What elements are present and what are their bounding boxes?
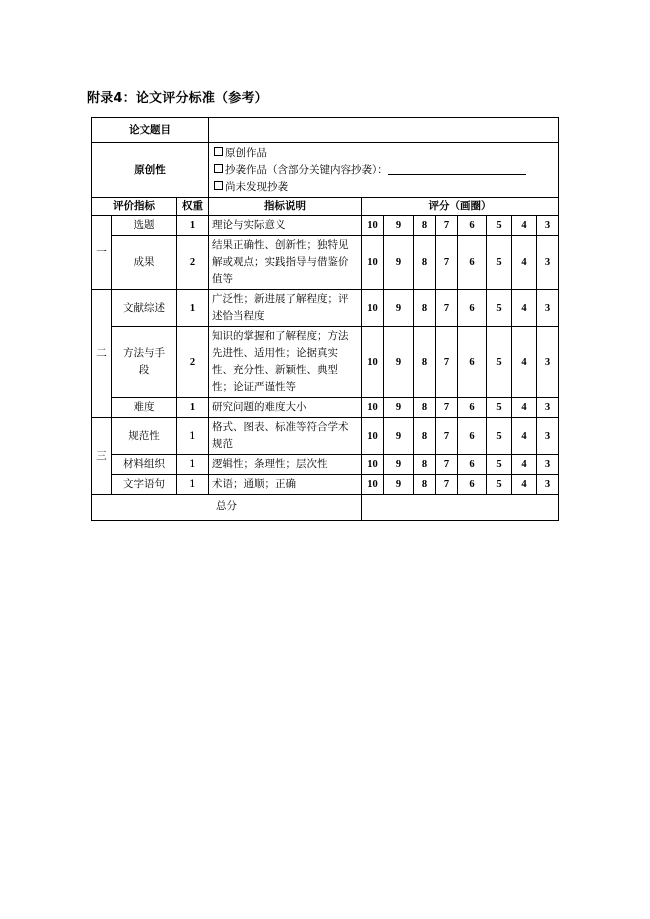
indicator-name: 文字语句	[112, 475, 177, 495]
plagiarism-detail-line[interactable]	[388, 164, 526, 175]
score-option[interactable]: 10	[362, 216, 384, 236]
weight-value: 1	[177, 475, 209, 495]
score-option[interactable]: 5	[487, 290, 512, 327]
score-option[interactable]: 4	[512, 216, 537, 236]
score-option[interactable]: 8	[414, 327, 436, 398]
table-row	[92, 290, 559, 327]
score-option[interactable]: 10	[362, 398, 384, 418]
score-option[interactable]: 6	[458, 327, 487, 398]
score-option[interactable]: 8	[414, 236, 436, 290]
indicator-desc: 格式、图表、标准等符合学术规范	[209, 418, 362, 455]
table-row	[92, 418, 559, 455]
score-option[interactable]: 5	[487, 455, 512, 475]
score-option[interactable]: 3	[537, 475, 559, 495]
weight-value: 1	[177, 216, 209, 236]
score-option[interactable]: 10	[362, 418, 384, 455]
score-option[interactable]: 10	[362, 327, 384, 398]
score-option[interactable]: 3	[537, 236, 559, 290]
originality-options	[209, 143, 559, 198]
score-option[interactable]: 5	[487, 398, 512, 418]
total-label: 总分	[92, 495, 362, 521]
score-option[interactable]: 9	[384, 327, 414, 398]
score-option[interactable]: 4	[512, 327, 537, 398]
score-option[interactable]: 6	[458, 290, 487, 327]
score-option[interactable]: 4	[512, 398, 537, 418]
score-option[interactable]: 7	[436, 475, 458, 495]
score-option[interactable]: 9	[384, 290, 414, 327]
table-row	[92, 327, 559, 398]
score-option[interactable]: 8	[414, 290, 436, 327]
score-option[interactable]: 3	[537, 455, 559, 475]
total-value-cell[interactable]	[362, 495, 559, 521]
indicator-name: 文献综述	[112, 290, 177, 327]
score-option[interactable]: 3	[537, 216, 559, 236]
score-option[interactable]: 10	[362, 290, 384, 327]
grading-table	[91, 117, 559, 521]
score-header: 评分（画圈）	[362, 198, 559, 216]
score-option[interactable]: 8	[414, 475, 436, 495]
indicator-desc: 广泛性；新进展了解程度；评述恰当程度	[209, 290, 362, 327]
score-option[interactable]: 5	[487, 418, 512, 455]
group-label: 一	[92, 216, 112, 290]
table-row	[92, 236, 559, 290]
indicator-name: 规范性	[112, 418, 177, 455]
indicator-desc: 逻辑性；条理性；层次性	[209, 455, 362, 475]
score-option[interactable]: 3	[537, 327, 559, 398]
score-option[interactable]: 6	[458, 418, 487, 455]
score-option[interactable]: 8	[414, 455, 436, 475]
score-option[interactable]: 4	[512, 236, 537, 290]
score-option[interactable]: 7	[436, 455, 458, 475]
score-option[interactable]: 5	[487, 475, 512, 495]
score-option[interactable]: 10	[362, 475, 384, 495]
indicator-name: 难度	[112, 398, 177, 418]
weight-value: 1	[177, 290, 209, 327]
score-option[interactable]: 8	[414, 216, 436, 236]
score-option[interactable]: 10	[362, 455, 384, 475]
score-option[interactable]: 6	[458, 398, 487, 418]
score-option[interactable]: 5	[487, 236, 512, 290]
title-value-cell[interactable]	[209, 118, 559, 143]
score-option[interactable]: 6	[458, 236, 487, 290]
score-option[interactable]: 5	[487, 216, 512, 236]
option-original[interactable]: 原创作品	[214, 145, 553, 162]
originality-label: 原创性	[92, 143, 209, 198]
score-option[interactable]: 6	[458, 455, 487, 475]
table-row	[92, 455, 559, 475]
indicator-name: 选题	[112, 216, 177, 236]
indicator-desc: 理论与实际意义	[209, 216, 362, 236]
score-option[interactable]: 9	[384, 418, 414, 455]
score-option[interactable]: 7	[436, 327, 458, 398]
score-option[interactable]: 3	[537, 418, 559, 455]
score-option[interactable]: 8	[414, 398, 436, 418]
score-option[interactable]: 4	[512, 418, 537, 455]
weight-value: 2	[177, 236, 209, 290]
table-row	[92, 398, 559, 418]
score-option[interactable]: 7	[436, 290, 458, 327]
score-option[interactable]: 7	[436, 418, 458, 455]
score-option[interactable]: 6	[458, 216, 487, 236]
score-option[interactable]: 7	[436, 236, 458, 290]
indicator-desc: 知识的掌握和了解程度；方法先进性、适用性；论据真实性、充分性、新颖性、典型性；论证严谨性等	[209, 327, 362, 398]
score-option[interactable]: 6	[458, 475, 487, 495]
weight-value: 2	[177, 327, 209, 398]
checkbox-icon[interactable]	[214, 147, 223, 156]
indicator-name: 材料组织	[112, 455, 177, 475]
score-option[interactable]: 4	[512, 455, 537, 475]
score-option[interactable]: 5	[487, 327, 512, 398]
weight-header: 权重	[177, 198, 209, 216]
score-option[interactable]: 9	[384, 455, 414, 475]
weight-value: 1	[177, 398, 209, 418]
indicator-name: 方法与手段	[112, 327, 177, 398]
indicator-name: 成果	[112, 236, 177, 290]
score-option[interactable]: 8	[414, 418, 436, 455]
score-option[interactable]: 4	[512, 290, 537, 327]
score-option[interactable]: 3	[537, 290, 559, 327]
score-option[interactable]: 9	[384, 216, 414, 236]
score-option[interactable]: 7	[436, 216, 458, 236]
score-option[interactable]: 10	[362, 236, 384, 290]
option-plagiarism[interactable]: 抄袭作品（含部分关键内容抄袭）：	[214, 162, 553, 179]
indicator-desc: 术语；通顺；正确	[209, 475, 362, 495]
indicator-desc: 研究问题的难度大小	[209, 398, 362, 418]
explanation-header: 指标说明	[209, 198, 362, 216]
table-row	[92, 216, 559, 236]
score-option[interactable]: 9	[384, 398, 414, 418]
indicator-header: 评价指标	[92, 198, 177, 216]
score-option[interactable]: 7	[436, 398, 458, 418]
weight-value: 1	[177, 455, 209, 475]
score-option[interactable]: 4	[512, 475, 537, 495]
checkbox-icon[interactable]	[214, 181, 223, 190]
score-option[interactable]: 3	[537, 398, 559, 418]
title-label: 论文题目	[92, 118, 209, 143]
score-option[interactable]: 9	[384, 475, 414, 495]
option-not-found[interactable]: 尚未发现抄袭	[214, 179, 553, 196]
weight-value: 1	[177, 418, 209, 455]
score-option[interactable]: 9	[384, 236, 414, 290]
group-label: 三	[92, 418, 112, 495]
table-row	[92, 475, 559, 495]
group-label: 二	[92, 290, 112, 418]
checkbox-icon[interactable]	[214, 164, 223, 173]
indicator-desc: 结果正确性、创新性；独特见解或观点；实践指导与借鉴价值等	[209, 236, 362, 290]
page-heading: 附录4：论文评分标准（参考）	[87, 91, 268, 106]
